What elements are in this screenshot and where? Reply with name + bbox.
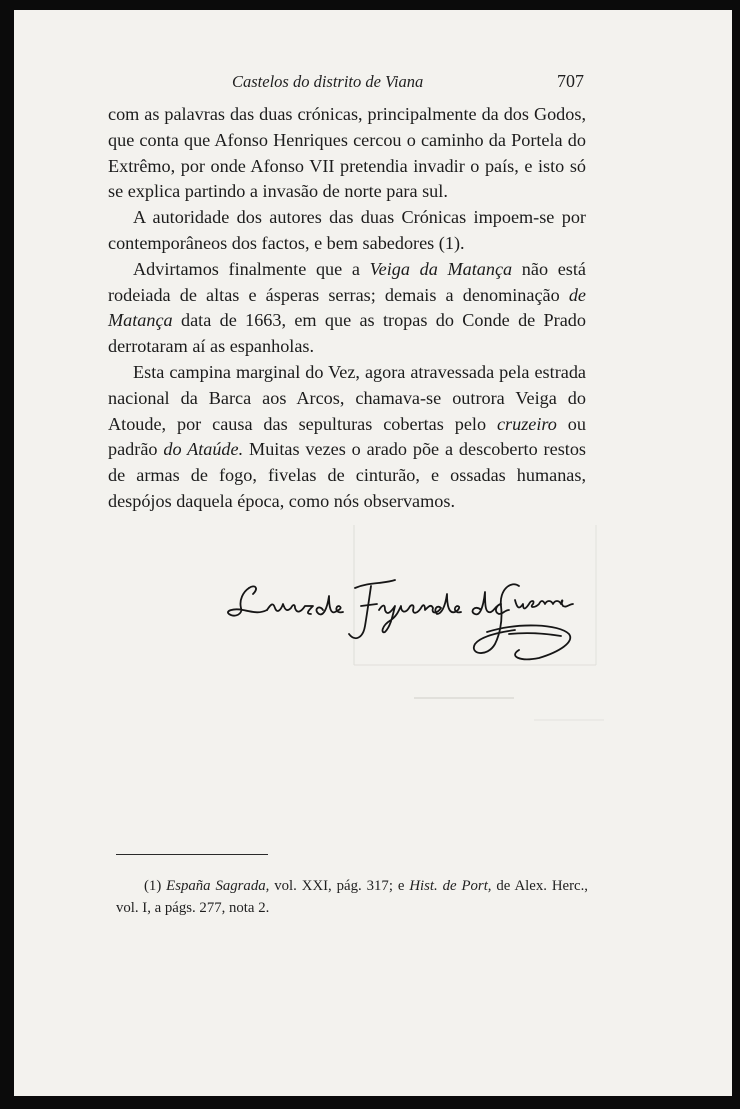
body-text — [108, 102, 586, 515]
paragraph-2-text: A autoridade dos autores das duas Crónicas impoem-se por contemporâneos dos factos, e bem sabedores (1). — [108, 207, 586, 253]
book-page — [14, 10, 732, 1096]
running-head — [108, 72, 586, 96]
paragraph-4 — [108, 360, 586, 515]
page-number: 707 — [557, 71, 584, 91]
handwritten-signature — [219, 570, 589, 670]
paragraph-3-italic-b: de Matança — [108, 284, 586, 331]
paragraph-4-text-a: Esta campina marginal do Vez, agora atravessada pela estrada nacional da Barca aos Arcos, chamava-se outrora Veiga do Atoude, por causa das sepulturas cobertas pelo — [108, 361, 586, 434]
footnote-text-b: de Alex. Herc., vol. I, a págs. 277, nota 2. — [116, 878, 588, 916]
paragraph-4-text-b: ou padrão — [108, 413, 586, 460]
paragraph-4-italic-a: cruzeiro — [496, 413, 557, 434]
paragraph-3-text-c: data de 1663, em que as tropas do Conde de Prado derrotaram aí as espanholas. — [108, 310, 586, 357]
running-title: Castelos do distrito de Viana — [232, 72, 424, 91]
footnote-marker: (1) — [144, 878, 167, 894]
footnote-rule — [116, 854, 268, 855]
footnote-source-2: Hist. de Port, — [409, 878, 492, 894]
page-content — [14, 10, 732, 1096]
footnote-source-1: España Sagrada, — [166, 878, 270, 894]
paragraph-1 — [108, 102, 586, 205]
footnote — [116, 875, 588, 919]
paragraph-3-text-a: Advirtamos finalmente que a — [133, 258, 370, 279]
signature-drawing — [219, 570, 589, 670]
paragraph-4-italic-b: do Ataúde. — [163, 439, 244, 460]
footnote-text-a: vol. XXI, pág. 317; e — [269, 878, 410, 894]
paragraph-3-italic-a: Veiga da Matança — [369, 258, 513, 279]
paragraph-2 — [108, 205, 586, 257]
footnote-text — [116, 875, 588, 919]
paragraph-1-text: com as palavras das duas crónicas, principalmente da dos Godos, que conta que Afonso Henriques cercou o caminho da Portela do Extrêmo, por onde Afonso VII pretendia invadir o país, e isto só se explica partindo a invasão de norte para sul. — [108, 104, 586, 202]
paragraph-3 — [108, 257, 586, 360]
paragraph-3-text-b: não está rodeiada de altas e ásperas serras; demais a denominação — [108, 258, 586, 305]
paragraph-4-text-c: Muitas vezes o arado põe a descoberto restos de armas de fogo, fivelas de cinturão, e ossadas humanas, despójos daquela época, como nós observamos. — [108, 439, 586, 511]
